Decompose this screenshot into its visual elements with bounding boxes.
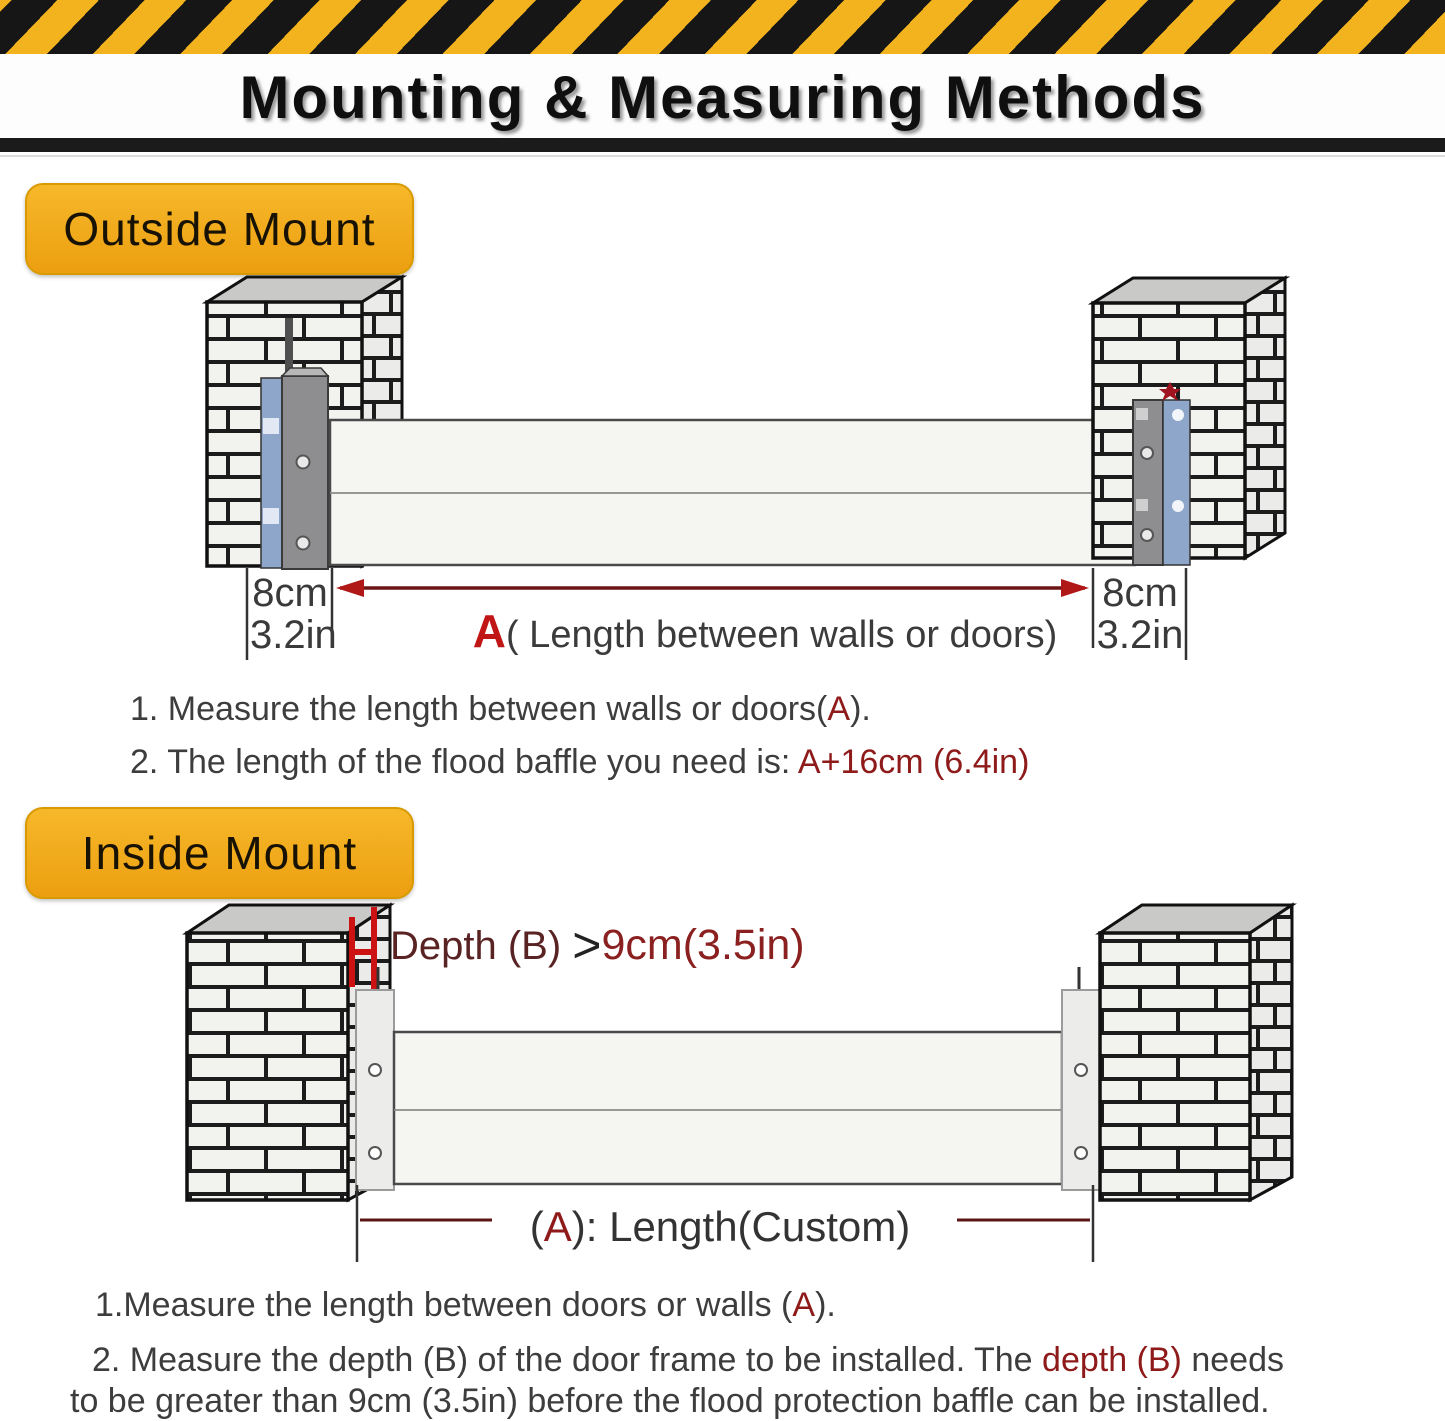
depth-value: 9cm(3.5in)	[601, 921, 805, 969]
offset-in: 3.2in	[1096, 613, 1184, 657]
hazard-stripe-banner	[0, 0, 1445, 56]
step-text: 2. Measure the depth (B) of the door frame to be installed. The	[92, 1341, 1043, 1379]
span-text: ( Length between walls or doors)	[505, 614, 1058, 656]
step-text: 1.Measure the length between doors or walls (	[95, 1286, 793, 1324]
step-highlight: A	[827, 690, 851, 728]
step-text: ).	[815, 1286, 836, 1324]
depth-label	[390, 916, 805, 974]
inside-span-label	[420, 1203, 1020, 1251]
outside-mount-label-text: Outside Mount	[63, 203, 376, 255]
step-text: 1. Measure the length between walls or doors(	[130, 690, 828, 728]
outside-span-label	[455, 604, 1075, 658]
banner-bottom-bar	[0, 138, 1445, 152]
outside-right-offset	[1096, 572, 1184, 656]
outside-flood-barrier	[330, 420, 1135, 565]
inside-right-bracket	[1062, 967, 1100, 1190]
outside-mount-label	[25, 183, 414, 275]
step-text: to be greater than 9cm (3.5in) before the flood protection baffle can be installed.	[70, 1382, 1270, 1420]
offset-in: 3.2in	[250, 613, 337, 657]
inside-mount-label	[25, 807, 414, 899]
step-highlight: A+16cm (6.4in)	[797, 743, 1030, 781]
outside-right-bracket	[1133, 382, 1190, 565]
inside-step-2-line-1	[92, 1341, 1284, 1380]
outside-left-bracket	[261, 368, 328, 569]
len-post: ): Length(Custom)	[571, 1203, 911, 1250]
title-band	[0, 54, 1445, 138]
depth-text: Depth (B)	[390, 924, 573, 968]
inside-right-pillar	[1100, 905, 1292, 1200]
step-highlight: A	[792, 1286, 816, 1324]
offset-cm: 8cm	[1102, 571, 1178, 615]
banner-divider	[0, 155, 1445, 157]
inside-step-2-line-2	[70, 1382, 1270, 1421]
page-title: Mounting & Measuring Methods	[239, 64, 1206, 131]
span-a: A	[472, 605, 506, 657]
step-text: ).	[850, 690, 871, 728]
step-highlight: depth (B)	[1042, 1341, 1182, 1379]
len-a: A	[543, 1203, 572, 1250]
greater-than-sign: >	[572, 917, 602, 973]
step-text: 2. The length of the flood baffle you need is:	[130, 743, 798, 781]
offset-cm: 8cm	[252, 571, 328, 615]
len-pre: (	[529, 1203, 544, 1250]
outside-step-2	[130, 743, 1029, 782]
outside-step-1	[130, 690, 871, 729]
inside-flood-barrier	[394, 1032, 1062, 1184]
inside-step-1	[95, 1286, 836, 1325]
inside-left-bracket	[356, 967, 394, 1190]
inside-mount-label-text: Inside Mount	[81, 827, 358, 879]
step-text: needs	[1181, 1341, 1284, 1379]
hazard-stripes	[0, 0, 1445, 56]
outside-left-offset	[250, 571, 337, 657]
